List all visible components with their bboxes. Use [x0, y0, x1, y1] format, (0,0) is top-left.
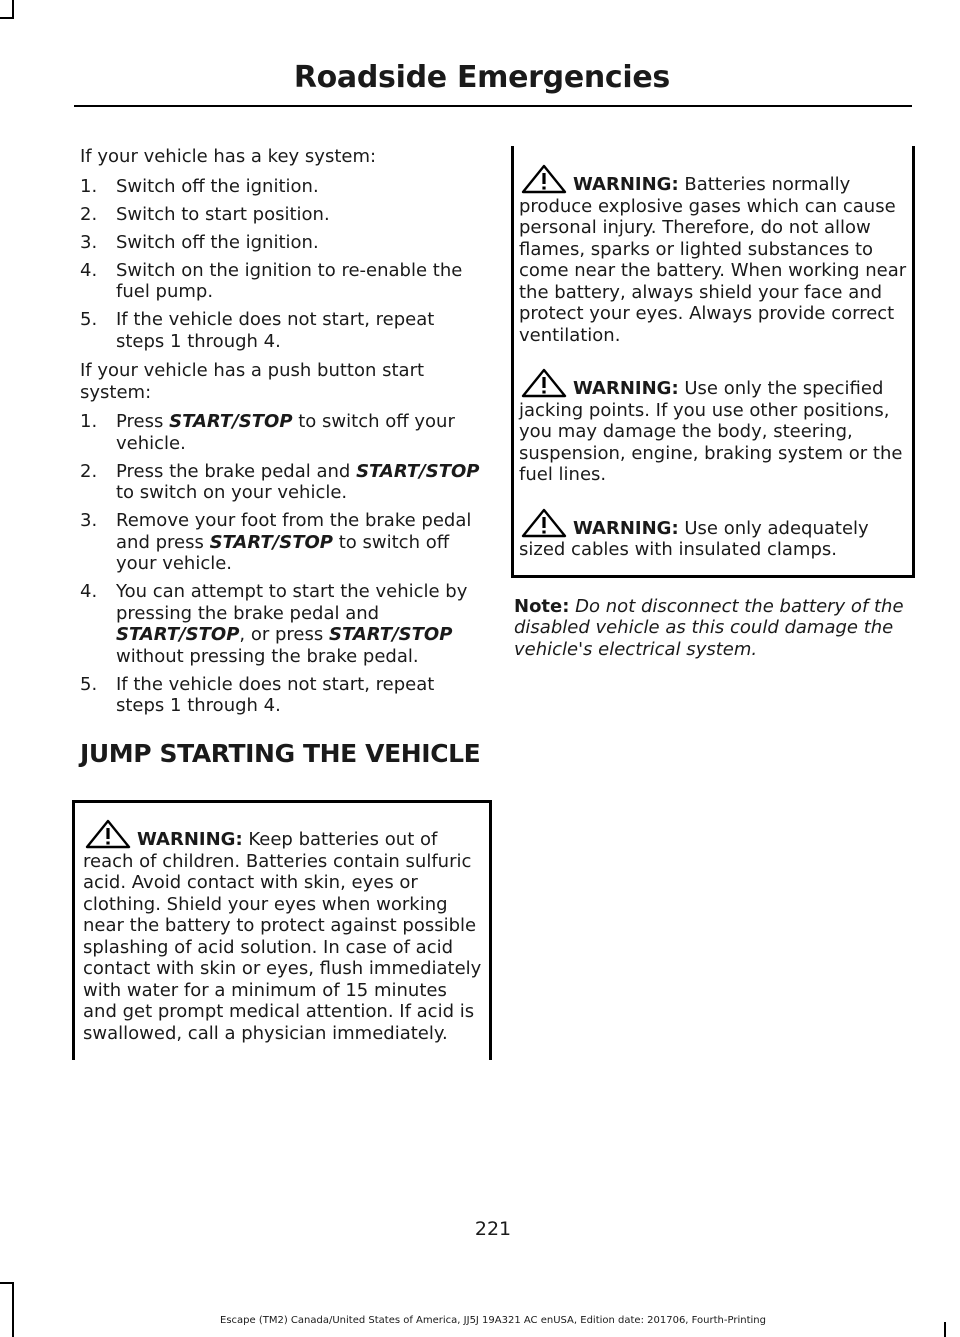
warning-label: WARNING:	[137, 829, 243, 850]
header-rule	[74, 105, 912, 107]
step-text: Remove your foot from the brake pedal and press	[116, 510, 472, 553]
step-text: You can attempt to start the vehicle by pressing the brake pedal and	[116, 581, 468, 624]
step-text: without pressing the brake pedal.	[116, 645, 419, 667]
step-number: 3.	[80, 510, 98, 531]
step-number: 2.	[80, 460, 98, 482]
start-stop-keyword: START/STOP	[209, 531, 333, 553]
step-number: 1.	[80, 411, 98, 432]
list-item	[80, 232, 486, 254]
warning-box	[72, 800, 492, 1060]
key-system-steps	[80, 176, 486, 353]
warning-box	[511, 146, 915, 578]
step-number: 4.	[80, 259, 98, 281]
warning-text: Use only the specified jacking points. If you use other positions, you may damage the body, steering, suspension, engine, braking system or the fuel lines.	[519, 378, 903, 485]
step-text: If the vehicle does not start, repeat steps 1 through 4.	[116, 673, 435, 716]
step-text: If the vehicle does not start, repeat steps 1 through 4.	[116, 309, 435, 352]
start-stop-keyword: START/STOP	[169, 411, 293, 432]
step-text: to switch off your vehicle.	[116, 531, 450, 574]
step-text: , or press	[239, 624, 329, 645]
crop-mark	[12, 0, 14, 18]
step-text: to switch on your vehicle.	[116, 482, 348, 503]
step-number: 3.	[80, 231, 98, 253]
crop-mark	[0, 17, 14, 19]
right-column	[514, 146, 912, 668]
warning-acid	[83, 819, 485, 1044]
footer-edition-info: Escape (TM2) Canada/United States of America, JJ5J 19A321 AC enUSA, Edition date: 201706, Fourth-Printing	[220, 1315, 766, 1326]
step-number: 5.	[80, 673, 98, 695]
start-stop-keyword: START/STOP	[116, 624, 240, 645]
list-item	[80, 510, 486, 575]
warning-cables	[519, 508, 908, 561]
list-item	[80, 204, 486, 226]
warning-text: Keep batteries out of reach of children. Batteries contain sulfuric acid. Avoid contact with skin, eyes or clothing. Shield your eyes when working near the battery to protect against possible splashing of acid solution. In case of acid contact with skin or eyes, flush immediately with water for a minimum of 15 minutes and get prompt medical attention. If acid is swallowed, call a physician immediately.	[83, 829, 482, 1044]
list-item	[80, 309, 486, 352]
step-text: Press	[116, 411, 170, 432]
list-item	[80, 461, 486, 504]
step-number: 2.	[80, 203, 98, 225]
push-button-steps	[80, 411, 486, 717]
list-item	[80, 260, 486, 303]
step-text: Switch off the ignition.	[116, 231, 319, 253]
step-text: Switch off the ignition.	[116, 175, 319, 197]
step-text: Switch on the ignition to re-enable the fuel pump.	[116, 259, 463, 302]
step-text: to switch off your vehicle.	[116, 411, 455, 454]
step-text: Press the brake pedal and	[116, 460, 357, 482]
warning-text: Use only adequately sized cables with insulated clamps.	[519, 517, 869, 560]
step-number: 4.	[80, 581, 98, 602]
note-label: Note:	[514, 595, 570, 617]
start-stop-keyword: START/STOP	[356, 460, 480, 482]
warning-jacking-points	[519, 368, 908, 486]
key-system-intro: If your vehicle has a key system:	[80, 146, 377, 167]
warning-triangle-icon	[519, 368, 569, 398]
step-number: 1.	[80, 175, 98, 197]
crop-mark	[0, 1282, 14, 1284]
list-item	[80, 674, 486, 717]
start-stop-keyword: START/STOP	[328, 624, 453, 645]
warning-triangle-icon	[83, 819, 133, 849]
section-heading: JUMP STARTING THE VEHICLE	[80, 738, 481, 768]
warning-label: WARNING:	[573, 517, 679, 539]
list-item	[80, 176, 486, 198]
warning-triangle-icon	[519, 164, 569, 194]
list-item	[80, 411, 486, 454]
page-number: 221	[474, 1218, 512, 1240]
step-text: Switch to start position.	[116, 203, 330, 225]
note-text: Do not disconnect the battery of the disabled vehicle as this could damage the vehicle's electrical system.	[514, 595, 904, 660]
step-number: 5.	[80, 309, 98, 330]
note	[514, 596, 912, 661]
warning-triangle-icon	[519, 508, 569, 538]
warning-text: Batteries normally produce explosive gases which can cause personal injury. Therefore, do not allow flames, sparks or lighted substances to come near the battery. When working near the battery, always shield your face and protect your eyes. Always provide correct ventilation.	[519, 174, 907, 346]
crop-mark	[12, 1282, 14, 1337]
list-item	[80, 581, 486, 667]
page-title: Roadside Emergencies	[293, 60, 670, 95]
warning-explosive-gases	[519, 164, 908, 346]
warning-label: WARNING:	[573, 378, 679, 399]
push-button-intro: If your vehicle has a push button start system:	[80, 360, 425, 403]
left-column	[80, 146, 486, 1060]
warning-label: WARNING:	[573, 174, 679, 195]
